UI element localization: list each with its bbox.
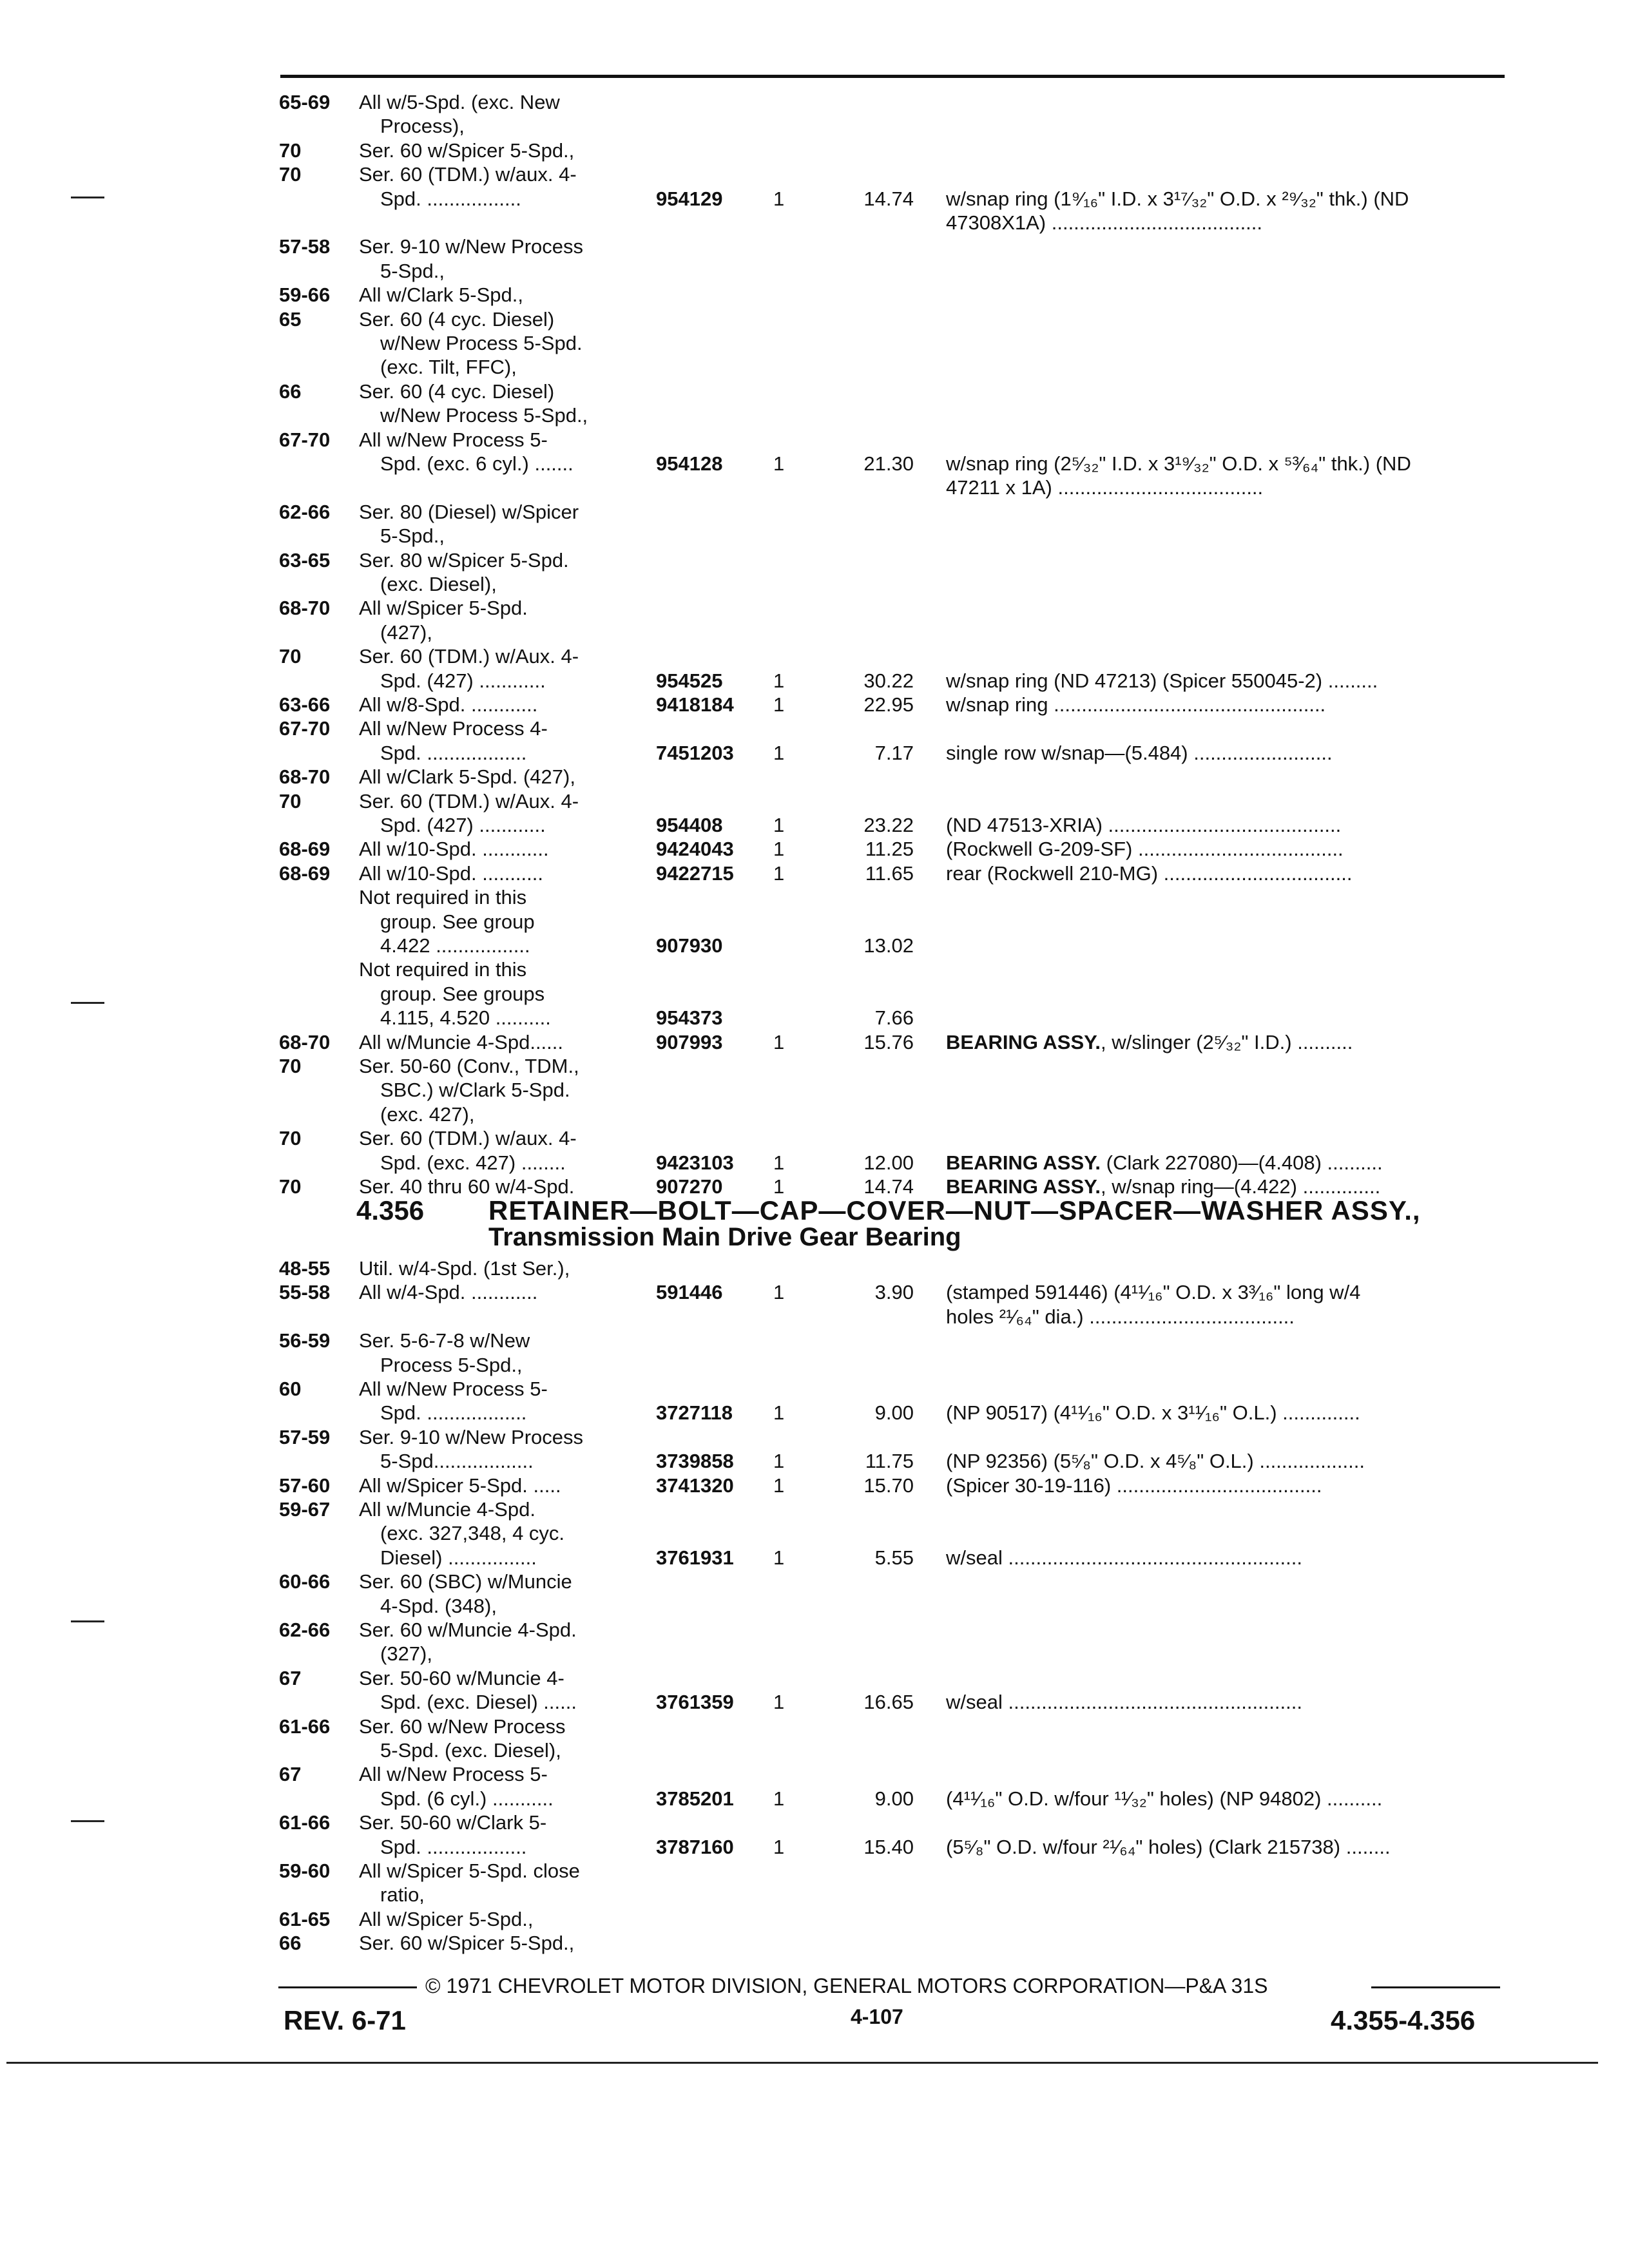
application-description: Ser. 60 (TDM.) w/aux. 4- [359, 1127, 577, 1150]
model-years: 67-70 [279, 717, 331, 740]
list-price: 30.22 [863, 669, 914, 692]
list-price: 9.00 [874, 1401, 914, 1425]
quantity: 1 [773, 187, 785, 210]
quantity: 1 [773, 1474, 785, 1497]
part-remarks: 47308X1A) ...................................... [946, 211, 1263, 234]
parts-row [0, 716, 1629, 741]
part-number: 9424043 [656, 838, 734, 861]
application-description: (327), [380, 1642, 432, 1666]
application-description: All w/New Process 4- [359, 717, 548, 740]
model-years: 68-70 [279, 1030, 331, 1053]
application-description: ratio, [380, 1883, 425, 1907]
application-description: Not required in this [359, 886, 527, 909]
parts-row [0, 1931, 1629, 1956]
parts-row [0, 669, 1629, 693]
model-years: 60-66 [279, 1570, 331, 1593]
parts-row [0, 1006, 1629, 1030]
application-description: 5-Spd., [380, 524, 445, 548]
parts-row [0, 211, 1629, 235]
part-number: 3787160 [656, 1835, 734, 1858]
parts-row [0, 1546, 1629, 1570]
parts-row [0, 861, 1629, 886]
application-description: Process 5-Spd., [380, 1353, 523, 1376]
application-description: w/New Process 5-Spd. [380, 332, 583, 354]
model-years: 57-60 [279, 1474, 331, 1497]
application-description: Util. w/4-Spd. (1st Ser.), [359, 1257, 570, 1280]
application-description: Ser. 80 (Diesel) w/Spicer [359, 500, 579, 523]
parts-row [0, 1811, 1629, 1835]
parts-row [0, 741, 1629, 765]
parts-row [0, 1425, 1629, 1450]
quantity: 1 [773, 838, 785, 861]
application-description: Spd. ................. [380, 187, 521, 210]
list-price: 7.17 [874, 741, 914, 764]
model-years: 61-66 [279, 1715, 331, 1738]
application-description: (exc. 427), [380, 1102, 475, 1126]
parts-row [0, 1497, 1629, 1522]
part-number: 907270 [656, 1175, 723, 1198]
model-years: 68-70 [279, 597, 331, 620]
application-description: All w/4-Spd. ............ [359, 1281, 538, 1304]
application-description: All w/New Process 5- [359, 1763, 548, 1786]
quantity: 1 [773, 1546, 785, 1569]
model-years: 56-59 [279, 1329, 331, 1352]
parts-row [0, 1256, 1629, 1281]
parts-row [0, 1594, 1629, 1619]
part-number: 9422715 [656, 861, 734, 885]
application-description: (exc. Tilt, FFC), [380, 356, 517, 379]
parts-row [0, 1715, 1629, 1739]
quantity: 1 [773, 1787, 785, 1810]
revision-label: REV. 6-71 [284, 2005, 406, 2035]
model-years: 48-55 [279, 1257, 331, 1280]
application-description: Ser. 60 (TDM.) w/aux. 4- [359, 163, 577, 186]
parts-row [0, 1690, 1629, 1715]
parts-row [0, 572, 1629, 597]
part-remarks: rear (Rockwell 210-MG) .................................. [946, 861, 1353, 885]
copyright-notice: © 1971 CHEVROLET MOTOR DIVISION, GENERAL MOTORS CORPORATION—P&A 31S [425, 1974, 1268, 1997]
parts-row [0, 1030, 1629, 1055]
parts-row [0, 1305, 1629, 1329]
part-remarks: w/snap ring ................................................. [946, 693, 1326, 716]
section-subtitle: Transmission Main Drive Gear Bearing [488, 1223, 961, 1251]
model-years: 70 [279, 1055, 302, 1077]
application-description: Spd. (427) ............ [380, 814, 546, 836]
parts-row [0, 476, 1629, 500]
parts-row [0, 1280, 1629, 1305]
list-price: 21.30 [863, 452, 914, 475]
quantity: 1 [773, 1030, 785, 1053]
part-number: 954373 [656, 1006, 723, 1030]
quantity: 1 [773, 1401, 785, 1425]
parts-row [0, 1353, 1629, 1378]
list-price: 3.90 [874, 1281, 914, 1304]
list-price: 11.25 [865, 838, 914, 861]
model-years: 66 [279, 380, 302, 403]
parts-row [0, 548, 1629, 573]
parts-row [0, 934, 1629, 958]
application-description: All w/New Process 5- [359, 428, 548, 451]
model-years: 70 [279, 645, 302, 668]
part-remarks: w/seal ..................................................... [946, 1546, 1302, 1569]
application-description: Ser. 60 (4 cyc. Diesel) [359, 380, 555, 403]
parts-row [0, 957, 1629, 982]
parts-row [0, 813, 1629, 838]
application-description: Ser. 60 w/Muncie 4-Spd. [359, 1619, 577, 1641]
application-description: 5-Spd.................. [380, 1450, 534, 1473]
part-remarks: (Spicer 30-19-116) ..................................... [946, 1474, 1322, 1497]
list-price: 7.66 [874, 1006, 914, 1030]
application-description: Diesel) ................ [380, 1546, 537, 1569]
parts-row [0, 837, 1629, 861]
list-price: 15.70 [863, 1474, 914, 1497]
application-description: Ser. 60 (TDM.) w/Aux. 4- [359, 789, 579, 812]
application-description: Ser. 60 (TDM.) w/Aux. 4- [359, 645, 579, 668]
part-remarks: BEARING ASSY. (Clark 227080)—(4.408) .......... [946, 1151, 1383, 1174]
list-price: 5.55 [874, 1546, 914, 1569]
part-remarks: 47211 x 1A) ..................................... [946, 476, 1264, 499]
part-remarks: (5⁵⁄₈" O.D. w/four ²¹⁄₆₄" holes) (Clark 215738) ........ [946, 1835, 1391, 1858]
parts-row [0, 1787, 1629, 1811]
parts-row [0, 1054, 1629, 1079]
parts-row [0, 1474, 1629, 1498]
application-description: Ser. 60 (4 cyc. Diesel) [359, 307, 555, 331]
application-description: Ser. 9-10 w/New Process [359, 235, 584, 258]
parts-row [0, 1449, 1629, 1474]
parts-row [0, 380, 1629, 404]
section-title: RETAINER—BOLT—CAP—COVER—NUT—SPACER—WASHER ASSY., [488, 1195, 1421, 1225]
application-description: All w/Spicer 5-Spd. [359, 597, 528, 620]
parts-row [0, 1883, 1629, 1907]
application-description: All w/Spicer 5-Spd. close [359, 1860, 580, 1882]
parts-row [0, 1329, 1629, 1353]
application-description: Ser. 9-10 w/New Process [359, 1425, 584, 1448]
model-years: 61-65 [279, 1907, 331, 1930]
parts-row [0, 1859, 1629, 1883]
list-price: 12.00 [863, 1151, 914, 1174]
quantity: 1 [773, 1175, 785, 1198]
parts-row [0, 1618, 1629, 1642]
parts-row [0, 620, 1629, 645]
part-number: 954128 [656, 452, 723, 475]
part-remarks: BEARING ASSY., w/snap ring—(4.422) .............. [946, 1175, 1381, 1198]
part-number: 3741320 [656, 1474, 734, 1497]
parts-row [0, 982, 1629, 1006]
model-years: 63-66 [279, 693, 331, 716]
application-description: group. See group [380, 910, 535, 933]
model-years: 57-59 [279, 1425, 331, 1448]
part-number: 591446 [656, 1281, 723, 1304]
part-remarks: (ND 47513-XRIA) .......................................... [946, 814, 1342, 836]
parts-row [0, 1762, 1629, 1787]
parts-row [0, 789, 1629, 814]
application-description: w/New Process 5-Spd., [380, 404, 588, 427]
parts-row [0, 596, 1629, 620]
quantity: 1 [773, 861, 785, 885]
parts-row [0, 1078, 1629, 1102]
parts-row [0, 1377, 1629, 1401]
model-years: 70 [279, 1127, 302, 1150]
part-number: 3785201 [656, 1787, 734, 1810]
model-years: 63-65 [279, 548, 331, 572]
part-remarks: w/snap ring (1⁹⁄₁₆" I.D. x 3¹⁷⁄₃₂" O.D. x ²⁹⁄₃₂" thk.) (ND [946, 187, 1409, 210]
parts-row [0, 765, 1629, 789]
model-years: 67 [279, 1666, 302, 1689]
part-remarks: (NP 92356) (5⁵⁄₈" O.D. x 4⁵⁄₈" O.L.) ................... [946, 1450, 1365, 1473]
application-description: Ser. 50-60 w/Clark 5- [359, 1811, 547, 1834]
application-description: 4-Spd. (348), [380, 1594, 497, 1617]
application-description: Spd. (exc. Diesel) ...... [380, 1691, 577, 1714]
parts-row [0, 307, 1629, 332]
list-price: 16.65 [863, 1691, 914, 1714]
application-description: Not required in this [359, 958, 527, 981]
application-description: All w/Muncie 4-Spd. [359, 1498, 535, 1521]
quantity: 1 [773, 1691, 785, 1714]
application-description: Ser. 50-60 w/Muncie 4- [359, 1666, 564, 1689]
application-description: Ser. 5-6-7-8 w/New [359, 1329, 530, 1352]
parts-row [0, 1151, 1629, 1175]
application-description: All w/10-Spd. ........... [359, 861, 543, 885]
application-description: Ser. 60 w/Spicer 5-Spd., [359, 139, 575, 162]
section-number: 4.356 [356, 1195, 425, 1225]
application-description: Spd. (exc. 427) ........ [380, 1151, 566, 1174]
application-description: 5-Spd., [380, 259, 445, 282]
list-price: 15.40 [863, 1835, 914, 1858]
parts-row [0, 1126, 1629, 1151]
part-remarks: (NP 90517) (4¹¹⁄₁₆" O.D. x 3¹¹⁄₁₆" O.L.) .............. [946, 1401, 1360, 1425]
parts-row [0, 500, 1629, 524]
application-description: All w/10-Spd. ............ [359, 838, 549, 861]
model-years: 68-70 [279, 765, 331, 789]
footer-rule [278, 1986, 417, 1988]
application-description: Spd. (exc. 6 cyl.) ....... [380, 452, 574, 475]
part-number: 954525 [656, 669, 723, 692]
quantity: 1 [773, 452, 785, 475]
quantity: 1 [773, 1151, 785, 1174]
application-description: Ser. 60 w/Spicer 5-Spd., [359, 1932, 575, 1955]
parts-row [0, 644, 1629, 669]
parts-row [0, 524, 1629, 548]
part-number: 3727118 [656, 1401, 733, 1425]
parts-row [0, 452, 1629, 476]
parts-row [0, 162, 1629, 187]
quantity: 1 [773, 1281, 785, 1304]
application-description: All w/Spicer 5-Spd., [359, 1907, 534, 1930]
application-description: Spd. .................. [380, 741, 527, 764]
application-description: Spd. .................. [380, 1401, 527, 1425]
model-years: 59-66 [279, 284, 331, 307]
model-years: 60 [279, 1378, 302, 1400]
application-description: 4.115, 4.520 .......... [380, 1006, 551, 1030]
list-price: 13.02 [863, 934, 914, 957]
application-description: Ser. 80 w/Spicer 5-Spd. [359, 548, 569, 572]
application-description: Ser. 50-60 (Conv., TDM., [359, 1055, 579, 1077]
parts-row [0, 1102, 1629, 1127]
part-number: 954408 [656, 814, 723, 836]
application-description: group. See groups [380, 982, 545, 1005]
application-description: All w/Spicer 5-Spd. ..... [359, 1474, 561, 1497]
part-number: 3739858 [656, 1450, 734, 1473]
model-years: 68-69 [279, 861, 331, 885]
part-number: 9423103 [656, 1151, 734, 1174]
quantity: 1 [773, 741, 785, 764]
application-description: Process), [380, 115, 465, 138]
list-price: 11.65 [865, 861, 914, 885]
part-remarks: (Rockwell G-209-SF) ..................................... [946, 838, 1344, 861]
part-remarks: w/seal ..................................................... [946, 1691, 1302, 1714]
part-remarks: (stamped 591446) (4¹¹⁄₁₆" O.D. x 3³⁄₁₆" long w/4 [946, 1281, 1361, 1304]
model-years: 70 [279, 1175, 302, 1198]
list-price: 14.74 [863, 1175, 914, 1198]
application-description: All w/Clark 5-Spd., [359, 284, 523, 307]
parts-row [0, 1570, 1629, 1594]
parts-row [0, 283, 1629, 307]
list-price: 11.75 [865, 1450, 914, 1473]
parts-row [0, 1835, 1629, 1860]
parts-row [0, 403, 1629, 428]
parts-row [0, 187, 1629, 211]
part-number: 3761931 [656, 1546, 734, 1569]
application-description: Spd. (6 cyl.) ........... [380, 1787, 554, 1810]
parts-row [0, 1642, 1629, 1666]
model-years: 62-66 [279, 500, 331, 523]
application-description: Spd. (427) ............ [380, 669, 546, 692]
part-remarks: w/snap ring (2⁵⁄₃₂" I.D. x 3¹⁹⁄₃₂" O.D. x ⁵³⁄₆₄" thk.) (ND [946, 452, 1411, 475]
parts-row [0, 114, 1629, 139]
model-years: 65-69 [279, 91, 331, 113]
parts-row [0, 885, 1629, 910]
part-remarks: single row w/snap—(5.484) ......................... [946, 741, 1333, 764]
parts-row [0, 259, 1629, 284]
list-price: 23.22 [863, 814, 914, 836]
model-years: 70 [279, 139, 302, 162]
model-years: 66 [279, 1932, 302, 1955]
application-description: All w/8-Spd. ............ [359, 693, 538, 716]
model-years: 70 [279, 163, 302, 186]
model-years: 61-66 [279, 1811, 331, 1834]
model-years: 59-60 [279, 1860, 331, 1882]
part-number: 9418184 [656, 693, 734, 716]
application-description: All w/Clark 5-Spd. (427), [359, 765, 575, 789]
application-description: All w/5-Spd. (exc. New [359, 91, 560, 113]
application-description: Ser. 40 thru 60 w/4-Spd. [359, 1175, 575, 1198]
part-remarks: w/snap ring (ND 47213) (Spicer 550045-2) ......... [946, 669, 1378, 692]
part-remarks: BEARING ASSY., w/slinger (2⁵⁄₃₂" I.D.) .......... [946, 1030, 1353, 1053]
list-price: 22.95 [863, 693, 914, 716]
part-number: 3761359 [656, 1691, 734, 1714]
parts-row [0, 1738, 1629, 1763]
application-description: (exc. 327,348, 4 cyc. [380, 1522, 565, 1545]
parts-row [0, 910, 1629, 934]
application-description: Ser. 60 w/New Process [359, 1715, 566, 1738]
part-remarks: (4¹¹⁄₁₆" O.D. w/four ¹¹⁄₃₂" holes) (NP 94802) .......... [946, 1787, 1383, 1810]
application-description: (427), [380, 620, 432, 644]
application-description: All w/New Process 5- [359, 1378, 548, 1400]
part-number: 954129 [656, 187, 723, 210]
footer-rule [1371, 1986, 1500, 1988]
application-description: 5-Spd. (exc. Diesel), [380, 1739, 561, 1762]
quantity: 1 [773, 1835, 785, 1858]
parts-row [0, 139, 1629, 163]
application-description: All w/Muncie 4-Spd...... [359, 1030, 564, 1053]
parts-row [0, 90, 1629, 115]
model-years: 68-69 [279, 838, 331, 861]
part-number: 907993 [656, 1030, 723, 1053]
section-range: 4.355-4.356 [1331, 2005, 1476, 2035]
parts-row [0, 1666, 1629, 1691]
list-price: 15.76 [863, 1030, 914, 1053]
application-description: Ser. 60 (SBC) w/Muncie [359, 1570, 572, 1593]
application-description: SBC.) w/Clark 5-Spd. [380, 1079, 570, 1102]
list-price: 14.74 [863, 187, 914, 210]
page-number: 4-107 [851, 2005, 903, 2028]
quantity: 1 [773, 693, 785, 716]
part-number: 7451203 [656, 741, 734, 764]
model-years: 70 [279, 789, 302, 812]
quantity: 1 [773, 1450, 785, 1473]
top-rule [280, 75, 1505, 78]
model-years: 67-70 [279, 428, 331, 451]
parts-row [0, 1907, 1629, 1932]
part-remarks: holes ²¹⁄₆₄" dia.) ..................................... [946, 1305, 1295, 1328]
parts-row [0, 428, 1629, 452]
quantity: 1 [773, 669, 785, 692]
model-years: 55-58 [279, 1281, 331, 1304]
parts-row [0, 1401, 1629, 1425]
application-description: Spd. .................. [380, 1835, 527, 1858]
model-years: 59-67 [279, 1498, 331, 1521]
model-years: 65 [279, 307, 302, 331]
parts-row [0, 355, 1629, 380]
parts-row [0, 331, 1629, 356]
quantity: 1 [773, 814, 785, 836]
parts-row [0, 1521, 1629, 1546]
part-number: 907930 [656, 934, 723, 957]
application-description: (exc. Diesel), [380, 573, 497, 595]
application-description: 4.422 ................. [380, 934, 530, 957]
model-years: 67 [279, 1763, 302, 1786]
bottom-rule [6, 2062, 1598, 2064]
model-years: 62-66 [279, 1619, 331, 1641]
list-price: 9.00 [874, 1787, 914, 1810]
parts-row [0, 235, 1629, 259]
model-years: 57-58 [279, 235, 331, 258]
parts-row [0, 693, 1629, 717]
